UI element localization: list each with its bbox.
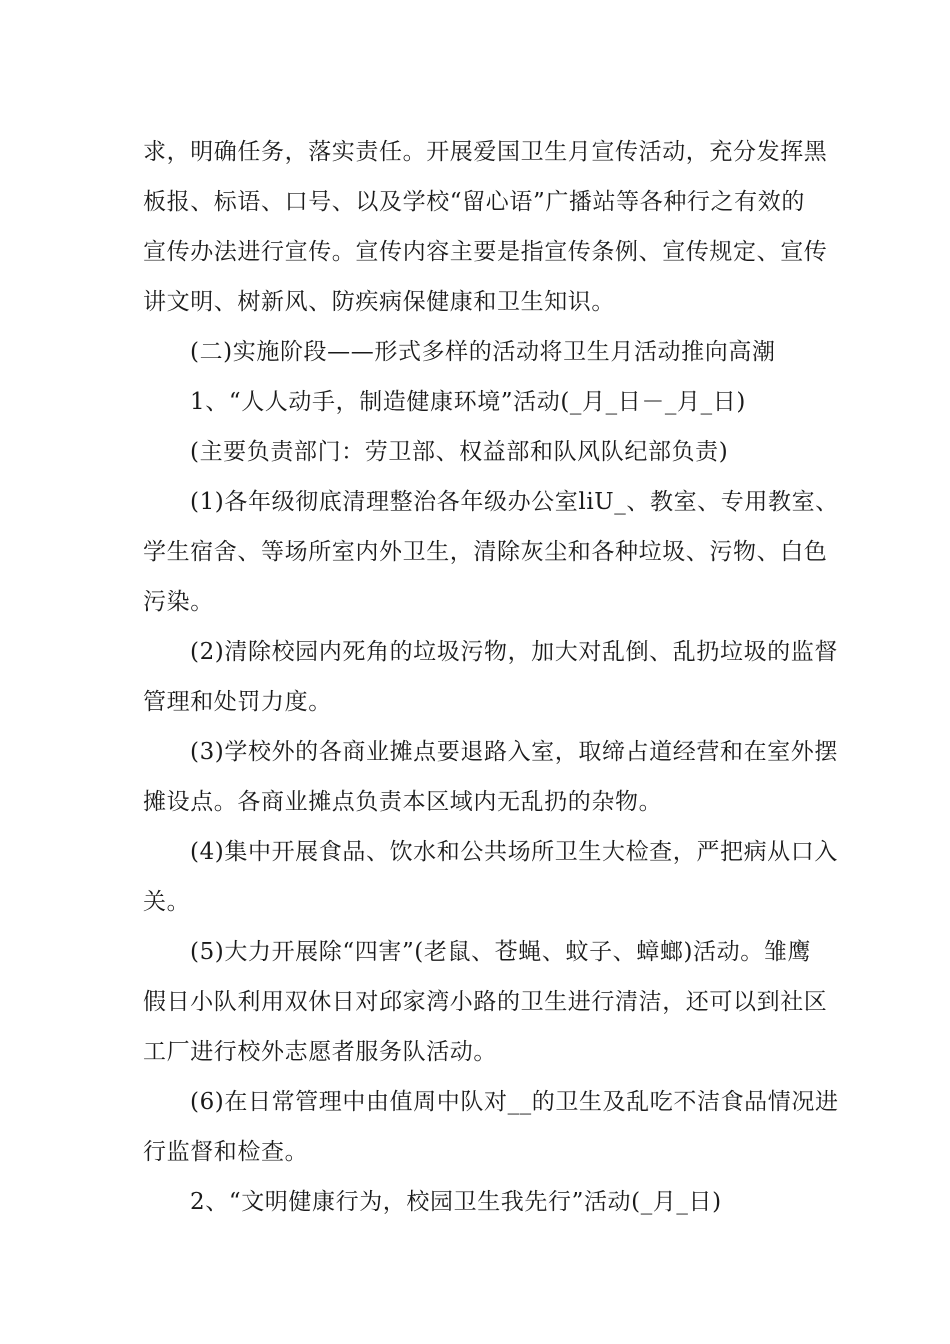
text-line: 讲文明、树新风、防疾病保健康和卫生知识。: [143, 289, 615, 315]
section-heading: (二)实施阶段——形式多样的活动将卫生月活动推向高潮: [190, 339, 776, 365]
activity-heading: 1、“人人动手，制造健康环境”活动(_月_日－_月_日): [190, 389, 746, 415]
text-line: 求，明确任务，落实责任。开展爱国卫生月宣传活动，充分发挥黑: [143, 139, 828, 165]
text-line: 宣传办法进行宣传。宣传内容主要是指宣传条例、宣传规定、宣传: [143, 239, 828, 265]
text-line: 板报、标语、口号、以及学校“留心语”广播站等各种行之有效的: [143, 189, 805, 215]
list-item: (5)大力开展除“四害”(老鼠、苍蝇、蚊子、蟑螂)活动。雏鹰: [190, 939, 812, 965]
text-line: 假日小队利用双休日对邱家湾小路的卫生进行清洁，还可以到社区: [143, 989, 828, 1015]
text-line: 学生宿舍、等场所室内外卫生，清除灰尘和各种垃圾、污物、白色: [143, 539, 828, 565]
text-line: 行监督和检查。: [143, 1139, 309, 1165]
list-item: (6)在日常管理中由值周中队对__的卫生及乱吃不洁食品情况进: [190, 1089, 839, 1115]
text-line: 污染。: [143, 589, 214, 615]
text-line: 工厂进行校外志愿者服务队活动。: [143, 1039, 497, 1065]
text-line: 摊设点。各商业摊点负责本区域内无乱扔的杂物。: [143, 789, 663, 815]
text-line: 关。: [143, 889, 191, 915]
list-item: (4)集中开展食品、饮水和公共场所卫生大检查，严把病从口入: [190, 839, 838, 865]
list-item: (2)清除校园内死角的垃圾污物，加大对乱倒、乱扔垃圾的监督: [190, 639, 838, 665]
list-item: (3)学校外的各商业摊点要退路入室，取缔占道经营和在室外摆: [190, 739, 838, 765]
activity-heading: 2、“文明健康行为，校园卫生我先行”活动(_月_日): [190, 1189, 722, 1215]
responsible-departments: (主要负责部门：劳卫部、权益部和队风队纪部负责): [190, 439, 729, 465]
list-item: (1)各年级彻底清理整治各年级办公室liU_、教室、专用教室、: [190, 489, 839, 515]
text-line: 管理和处罚力度。: [143, 689, 332, 715]
